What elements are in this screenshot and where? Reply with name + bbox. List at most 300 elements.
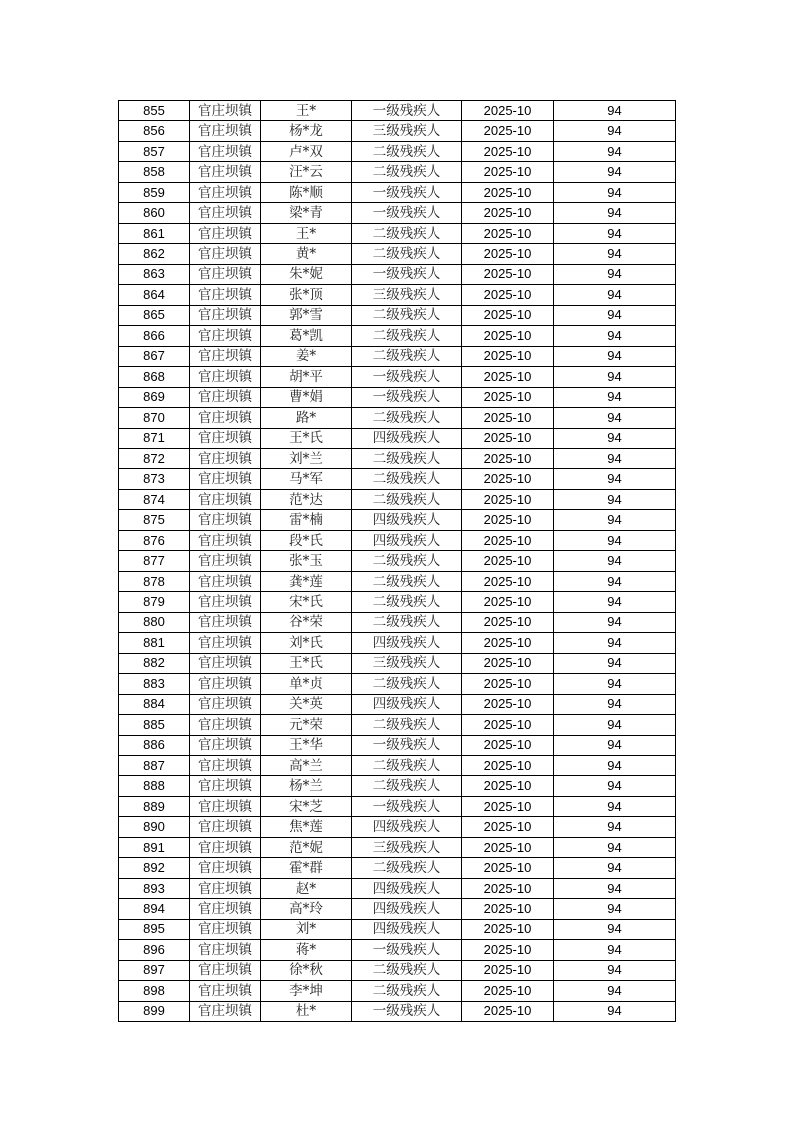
cell-serial-number: 865 xyxy=(119,305,190,325)
cell-amount: 94 xyxy=(554,326,676,346)
cell-month: 2025-10 xyxy=(462,674,554,694)
cell-serial-number: 886 xyxy=(119,735,190,755)
cell-person-name: 蒋* xyxy=(261,940,352,960)
cell-disability-level: 二级残疾人 xyxy=(352,551,462,571)
cell-disability-level: 三级残疾人 xyxy=(352,121,462,141)
cell-month: 2025-10 xyxy=(462,837,554,857)
cell-disability-level: 四级残疾人 xyxy=(352,694,462,714)
cell-month: 2025-10 xyxy=(462,203,554,223)
cell-serial-number: 899 xyxy=(119,1001,190,1021)
table-row xyxy=(119,469,676,489)
cell-amount: 94 xyxy=(554,489,676,509)
cell-month: 2025-10 xyxy=(462,1001,554,1021)
cell-person-name: 元*荣 xyxy=(261,715,352,735)
cell-town: 官庄坝镇 xyxy=(190,715,261,735)
cell-disability-level: 二级残疾人 xyxy=(352,612,462,632)
cell-serial-number: 881 xyxy=(119,633,190,653)
cell-person-name: 宋*芝 xyxy=(261,796,352,816)
cell-disability-level: 四级残疾人 xyxy=(352,919,462,939)
cell-month: 2025-10 xyxy=(462,244,554,264)
cell-disability-level: 二级残疾人 xyxy=(352,715,462,735)
cell-town: 官庄坝镇 xyxy=(190,817,261,837)
cell-disability-level: 二级残疾人 xyxy=(352,162,462,182)
cell-town: 官庄坝镇 xyxy=(190,346,261,366)
cell-month: 2025-10 xyxy=(462,633,554,653)
cell-month: 2025-10 xyxy=(462,141,554,161)
cell-month: 2025-10 xyxy=(462,346,554,366)
cell-disability-level: 三级残疾人 xyxy=(352,653,462,673)
cell-serial-number: 860 xyxy=(119,203,190,223)
cell-serial-number: 884 xyxy=(119,694,190,714)
cell-town: 官庄坝镇 xyxy=(190,674,261,694)
cell-serial-number: 857 xyxy=(119,141,190,161)
cell-serial-number: 896 xyxy=(119,940,190,960)
table-row xyxy=(119,428,676,448)
cell-person-name: 马*军 xyxy=(261,469,352,489)
cell-serial-number: 859 xyxy=(119,182,190,202)
cell-serial-number: 891 xyxy=(119,837,190,857)
cell-month: 2025-10 xyxy=(462,448,554,468)
table-row xyxy=(119,735,676,755)
cell-disability-level: 三级残疾人 xyxy=(352,285,462,305)
cell-month: 2025-10 xyxy=(462,285,554,305)
table-row xyxy=(119,162,676,182)
cell-person-name: 卢*双 xyxy=(261,141,352,161)
cell-disability-level: 二级残疾人 xyxy=(352,305,462,325)
cell-town: 官庄坝镇 xyxy=(190,141,261,161)
cell-disability-level: 二级残疾人 xyxy=(352,326,462,346)
cell-amount: 94 xyxy=(554,530,676,550)
cell-amount: 94 xyxy=(554,940,676,960)
table-row xyxy=(119,919,676,939)
cell-town: 官庄坝镇 xyxy=(190,510,261,530)
table-row xyxy=(119,571,676,591)
cell-amount: 94 xyxy=(554,244,676,264)
cell-disability-level: 二级残疾人 xyxy=(352,448,462,468)
cell-town: 官庄坝镇 xyxy=(190,1001,261,1021)
table-row xyxy=(119,346,676,366)
cell-person-name: 朱*妮 xyxy=(261,264,352,284)
cell-disability-level: 二级残疾人 xyxy=(352,960,462,980)
cell-person-name: 刘* xyxy=(261,919,352,939)
cell-serial-number: 866 xyxy=(119,326,190,346)
cell-disability-level: 二级残疾人 xyxy=(352,489,462,509)
cell-month: 2025-10 xyxy=(462,510,554,530)
cell-town: 官庄坝镇 xyxy=(190,571,261,591)
cell-disability-level: 二级残疾人 xyxy=(352,346,462,366)
cell-disability-level: 一级残疾人 xyxy=(352,1001,462,1021)
cell-serial-number: 870 xyxy=(119,408,190,428)
table-row xyxy=(119,182,676,202)
cell-serial-number: 856 xyxy=(119,121,190,141)
cell-disability-level: 一级残疾人 xyxy=(352,264,462,284)
cell-amount: 94 xyxy=(554,367,676,387)
table-row xyxy=(119,203,676,223)
table-row xyxy=(119,121,676,141)
cell-person-name: 王*华 xyxy=(261,735,352,755)
cell-month: 2025-10 xyxy=(462,981,554,1001)
cell-town: 官庄坝镇 xyxy=(190,121,261,141)
cell-month: 2025-10 xyxy=(462,469,554,489)
cell-disability-level: 一级残疾人 xyxy=(352,367,462,387)
subsidy-table xyxy=(118,100,676,1022)
cell-disability-level: 二级残疾人 xyxy=(352,981,462,1001)
cell-month: 2025-10 xyxy=(462,551,554,571)
cell-disability-level: 四级残疾人 xyxy=(352,633,462,653)
table-row xyxy=(119,694,676,714)
cell-person-name: 李*坤 xyxy=(261,981,352,1001)
cell-serial-number: 868 xyxy=(119,367,190,387)
cell-month: 2025-10 xyxy=(462,960,554,980)
cell-disability-level: 一级残疾人 xyxy=(352,387,462,407)
cell-town: 官庄坝镇 xyxy=(190,387,261,407)
table-row xyxy=(119,899,676,919)
cell-month: 2025-10 xyxy=(462,612,554,632)
table-row xyxy=(119,387,676,407)
cell-person-name: 杜* xyxy=(261,1001,352,1021)
table-row xyxy=(119,776,676,796)
cell-town: 官庄坝镇 xyxy=(190,367,261,387)
table-row xyxy=(119,756,676,776)
cell-month: 2025-10 xyxy=(462,182,554,202)
cell-town: 官庄坝镇 xyxy=(190,940,261,960)
cell-serial-number: 871 xyxy=(119,428,190,448)
table-row xyxy=(119,674,676,694)
cell-amount: 94 xyxy=(554,203,676,223)
cell-person-name: 范*达 xyxy=(261,489,352,509)
cell-person-name: 杨*兰 xyxy=(261,776,352,796)
cell-town: 官庄坝镇 xyxy=(190,633,261,653)
table-row xyxy=(119,960,676,980)
cell-month: 2025-10 xyxy=(462,878,554,898)
cell-person-name: 高*玲 xyxy=(261,899,352,919)
cell-town: 官庄坝镇 xyxy=(190,264,261,284)
cell-serial-number: 897 xyxy=(119,960,190,980)
cell-town: 官庄坝镇 xyxy=(190,653,261,673)
cell-disability-level: 二级残疾人 xyxy=(352,756,462,776)
cell-town: 官庄坝镇 xyxy=(190,448,261,468)
table-row xyxy=(119,448,676,468)
cell-amount: 94 xyxy=(554,223,676,243)
cell-month: 2025-10 xyxy=(462,919,554,939)
cell-serial-number: 898 xyxy=(119,981,190,1001)
cell-person-name: 关*英 xyxy=(261,694,352,714)
cell-person-name: 黄* xyxy=(261,244,352,264)
cell-month: 2025-10 xyxy=(462,715,554,735)
cell-month: 2025-10 xyxy=(462,592,554,612)
cell-town: 官庄坝镇 xyxy=(190,530,261,550)
cell-person-name: 梁*青 xyxy=(261,203,352,223)
cell-town: 官庄坝镇 xyxy=(190,285,261,305)
cell-serial-number: 894 xyxy=(119,899,190,919)
cell-amount: 94 xyxy=(554,551,676,571)
cell-town: 官庄坝镇 xyxy=(190,182,261,202)
cell-town: 官庄坝镇 xyxy=(190,101,261,121)
cell-amount: 94 xyxy=(554,694,676,714)
cell-person-name: 汪*云 xyxy=(261,162,352,182)
cell-amount: 94 xyxy=(554,653,676,673)
cell-person-name: 刘*氏 xyxy=(261,633,352,653)
cell-person-name: 胡*平 xyxy=(261,367,352,387)
cell-month: 2025-10 xyxy=(462,756,554,776)
cell-person-name: 曹*娟 xyxy=(261,387,352,407)
cell-month: 2025-10 xyxy=(462,408,554,428)
cell-town: 官庄坝镇 xyxy=(190,858,261,878)
cell-amount: 94 xyxy=(554,919,676,939)
cell-month: 2025-10 xyxy=(462,940,554,960)
cell-person-name: 张*玉 xyxy=(261,551,352,571)
cell-amount: 94 xyxy=(554,776,676,796)
cell-person-name: 单*贞 xyxy=(261,674,352,694)
cell-serial-number: 883 xyxy=(119,674,190,694)
cell-month: 2025-10 xyxy=(462,817,554,837)
cell-disability-level: 二级残疾人 xyxy=(352,141,462,161)
cell-town: 官庄坝镇 xyxy=(190,162,261,182)
cell-serial-number: 878 xyxy=(119,571,190,591)
cell-person-name: 路* xyxy=(261,408,352,428)
cell-town: 官庄坝镇 xyxy=(190,878,261,898)
cell-disability-level: 一级残疾人 xyxy=(352,203,462,223)
cell-month: 2025-10 xyxy=(462,387,554,407)
cell-disability-level: 二级残疾人 xyxy=(352,674,462,694)
table-row xyxy=(119,817,676,837)
cell-town: 官庄坝镇 xyxy=(190,223,261,243)
cell-month: 2025-10 xyxy=(462,858,554,878)
cell-disability-level: 二级残疾人 xyxy=(352,223,462,243)
cell-month: 2025-10 xyxy=(462,162,554,182)
cell-town: 官庄坝镇 xyxy=(190,592,261,612)
cell-town: 官庄坝镇 xyxy=(190,489,261,509)
cell-person-name: 赵* xyxy=(261,878,352,898)
table-row xyxy=(119,326,676,346)
cell-disability-level: 一级残疾人 xyxy=(352,735,462,755)
cell-serial-number: 887 xyxy=(119,756,190,776)
cell-serial-number: 892 xyxy=(119,858,190,878)
cell-serial-number: 888 xyxy=(119,776,190,796)
cell-town: 官庄坝镇 xyxy=(190,960,261,980)
cell-town: 官庄坝镇 xyxy=(190,244,261,264)
cell-person-name: 段*氏 xyxy=(261,530,352,550)
table-row xyxy=(119,796,676,816)
cell-amount: 94 xyxy=(554,756,676,776)
cell-town: 官庄坝镇 xyxy=(190,305,261,325)
cell-month: 2025-10 xyxy=(462,223,554,243)
cell-amount: 94 xyxy=(554,960,676,980)
cell-disability-level: 四级残疾人 xyxy=(352,899,462,919)
cell-town: 官庄坝镇 xyxy=(190,981,261,1001)
cell-month: 2025-10 xyxy=(462,796,554,816)
cell-person-name: 龚*莲 xyxy=(261,571,352,591)
cell-person-name: 王*氏 xyxy=(261,653,352,673)
cell-person-name: 姜* xyxy=(261,346,352,366)
cell-amount: 94 xyxy=(554,448,676,468)
cell-month: 2025-10 xyxy=(462,530,554,550)
cell-amount: 94 xyxy=(554,428,676,448)
cell-amount: 94 xyxy=(554,141,676,161)
cell-person-name: 陈*顺 xyxy=(261,182,352,202)
cell-disability-level: 二级残疾人 xyxy=(352,408,462,428)
cell-amount: 94 xyxy=(554,264,676,284)
cell-serial-number: 875 xyxy=(119,510,190,530)
table-row xyxy=(119,510,676,530)
cell-month: 2025-10 xyxy=(462,694,554,714)
cell-town: 官庄坝镇 xyxy=(190,612,261,632)
cell-month: 2025-10 xyxy=(462,776,554,796)
cell-person-name: 郭*雪 xyxy=(261,305,352,325)
table-row xyxy=(119,141,676,161)
cell-person-name: 范*妮 xyxy=(261,837,352,857)
cell-amount: 94 xyxy=(554,162,676,182)
cell-person-name: 王*氏 xyxy=(261,428,352,448)
cell-serial-number: 893 xyxy=(119,878,190,898)
cell-disability-level: 一级残疾人 xyxy=(352,940,462,960)
cell-town: 官庄坝镇 xyxy=(190,837,261,857)
cell-serial-number: 869 xyxy=(119,387,190,407)
cell-town: 官庄坝镇 xyxy=(190,796,261,816)
cell-disability-level: 二级残疾人 xyxy=(352,858,462,878)
cell-person-name: 杨*龙 xyxy=(261,121,352,141)
table-row xyxy=(119,878,676,898)
cell-disability-level: 四级残疾人 xyxy=(352,817,462,837)
cell-disability-level: 一级残疾人 xyxy=(352,796,462,816)
cell-amount: 94 xyxy=(554,899,676,919)
table-row xyxy=(119,940,676,960)
cell-month: 2025-10 xyxy=(462,367,554,387)
cell-disability-level: 四级残疾人 xyxy=(352,428,462,448)
cell-town: 官庄坝镇 xyxy=(190,203,261,223)
table-row xyxy=(119,264,676,284)
cell-disability-level: 二级残疾人 xyxy=(352,776,462,796)
cell-person-name: 高*兰 xyxy=(261,756,352,776)
cell-town: 官庄坝镇 xyxy=(190,919,261,939)
cell-serial-number: 879 xyxy=(119,592,190,612)
cell-month: 2025-10 xyxy=(462,571,554,591)
table-row xyxy=(119,612,676,632)
cell-town: 官庄坝镇 xyxy=(190,756,261,776)
cell-town: 官庄坝镇 xyxy=(190,469,261,489)
cell-disability-level: 二级残疾人 xyxy=(352,469,462,489)
cell-disability-level: 一级残疾人 xyxy=(352,101,462,121)
cell-serial-number: 874 xyxy=(119,489,190,509)
table-row xyxy=(119,715,676,735)
cell-serial-number: 858 xyxy=(119,162,190,182)
cell-amount: 94 xyxy=(554,510,676,530)
table-row xyxy=(119,981,676,1001)
cell-amount: 94 xyxy=(554,878,676,898)
cell-month: 2025-10 xyxy=(462,489,554,509)
cell-amount: 94 xyxy=(554,1001,676,1021)
cell-month: 2025-10 xyxy=(462,305,554,325)
cell-amount: 94 xyxy=(554,469,676,489)
cell-town: 官庄坝镇 xyxy=(190,776,261,796)
table-row xyxy=(119,367,676,387)
table-row xyxy=(119,305,676,325)
cell-month: 2025-10 xyxy=(462,428,554,448)
cell-month: 2025-10 xyxy=(462,899,554,919)
cell-serial-number: 877 xyxy=(119,551,190,571)
cell-town: 官庄坝镇 xyxy=(190,326,261,346)
cell-serial-number: 889 xyxy=(119,796,190,816)
table-row xyxy=(119,1001,676,1021)
cell-amount: 94 xyxy=(554,346,676,366)
table-row xyxy=(119,244,676,264)
cell-serial-number: 861 xyxy=(119,223,190,243)
cell-serial-number: 885 xyxy=(119,715,190,735)
cell-serial-number: 890 xyxy=(119,817,190,837)
cell-serial-number: 863 xyxy=(119,264,190,284)
cell-person-name: 王* xyxy=(261,223,352,243)
cell-person-name: 雷*楠 xyxy=(261,510,352,530)
cell-amount: 94 xyxy=(554,858,676,878)
table-row xyxy=(119,489,676,509)
cell-serial-number: 880 xyxy=(119,612,190,632)
cell-serial-number: 872 xyxy=(119,448,190,468)
cell-amount: 94 xyxy=(554,796,676,816)
cell-amount: 94 xyxy=(554,305,676,325)
cell-person-name: 张*顶 xyxy=(261,285,352,305)
table-body xyxy=(119,101,676,1022)
cell-amount: 94 xyxy=(554,592,676,612)
cell-serial-number: 895 xyxy=(119,919,190,939)
cell-amount: 94 xyxy=(554,735,676,755)
cell-town: 官庄坝镇 xyxy=(190,408,261,428)
cell-person-name: 葛*凯 xyxy=(261,326,352,346)
cell-amount: 94 xyxy=(554,387,676,407)
cell-serial-number: 855 xyxy=(119,101,190,121)
table-row xyxy=(119,285,676,305)
cell-town: 官庄坝镇 xyxy=(190,899,261,919)
table-row xyxy=(119,633,676,653)
table-row xyxy=(119,551,676,571)
cell-person-name: 霍*群 xyxy=(261,858,352,878)
table-row xyxy=(119,408,676,428)
cell-month: 2025-10 xyxy=(462,735,554,755)
cell-disability-level: 二级残疾人 xyxy=(352,571,462,591)
cell-serial-number: 864 xyxy=(119,285,190,305)
cell-town: 官庄坝镇 xyxy=(190,694,261,714)
cell-serial-number: 867 xyxy=(119,346,190,366)
table-row xyxy=(119,592,676,612)
cell-disability-level: 一级残疾人 xyxy=(352,182,462,202)
cell-amount: 94 xyxy=(554,981,676,1001)
cell-person-name: 王* xyxy=(261,101,352,121)
cell-amount: 94 xyxy=(554,285,676,305)
cell-disability-level: 二级残疾人 xyxy=(352,592,462,612)
cell-amount: 94 xyxy=(554,101,676,121)
cell-serial-number: 873 xyxy=(119,469,190,489)
cell-person-name: 宋*氏 xyxy=(261,592,352,612)
cell-amount: 94 xyxy=(554,571,676,591)
table-row xyxy=(119,101,676,121)
cell-amount: 94 xyxy=(554,633,676,653)
cell-amount: 94 xyxy=(554,182,676,202)
cell-amount: 94 xyxy=(554,121,676,141)
cell-town: 官庄坝镇 xyxy=(190,735,261,755)
cell-month: 2025-10 xyxy=(462,326,554,346)
cell-person-name: 焦*莲 xyxy=(261,817,352,837)
cell-amount: 94 xyxy=(554,715,676,735)
cell-disability-level: 四级残疾人 xyxy=(352,878,462,898)
cell-disability-level: 四级残疾人 xyxy=(352,530,462,550)
cell-serial-number: 882 xyxy=(119,653,190,673)
table-row xyxy=(119,858,676,878)
cell-town: 官庄坝镇 xyxy=(190,428,261,448)
cell-person-name: 徐*秋 xyxy=(261,960,352,980)
cell-month: 2025-10 xyxy=(462,121,554,141)
cell-town: 官庄坝镇 xyxy=(190,551,261,571)
table-row xyxy=(119,837,676,857)
cell-serial-number: 862 xyxy=(119,244,190,264)
